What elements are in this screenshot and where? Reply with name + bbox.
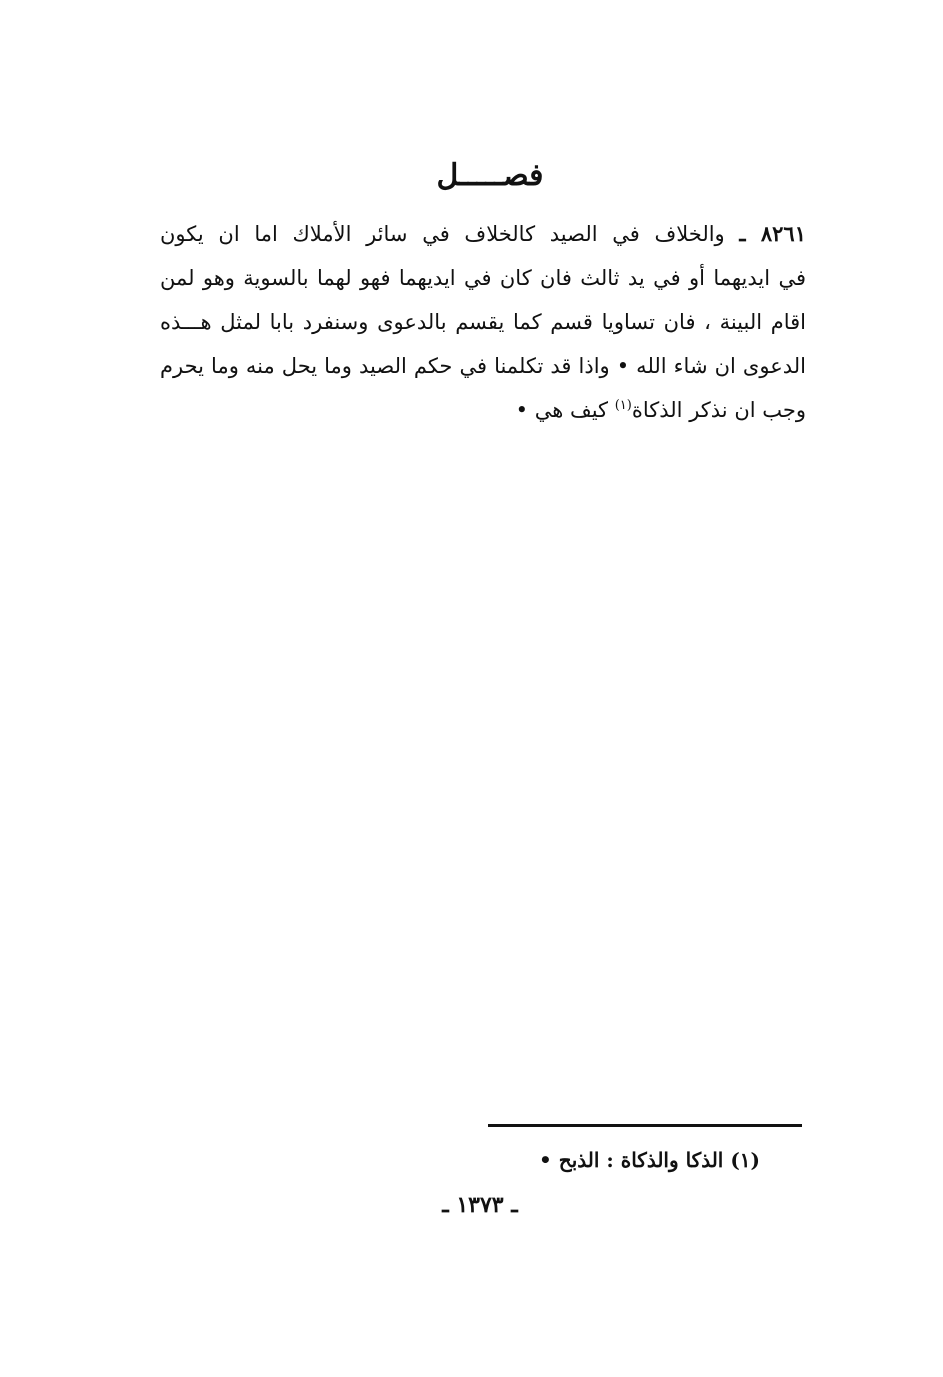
footnote-divider (488, 1124, 802, 1127)
paragraph-line-2: في ايديهما أو في يد ثالث فان كان في ايديهما فهو لهما بالسوية وهو لمن (160, 266, 806, 290)
paragraph-number: ٨٢٦١ ـ (739, 221, 806, 246)
page-number: ـ ١٣٧٣ ـ (442, 1192, 518, 1218)
body-paragraph (160, 212, 806, 432)
paragraph-line-3: اقام البينة ، فان تساويا قسم كما يقسم بالدعوى وسنفرد بابا لمثل هـــذه (160, 310, 806, 334)
paragraph-line-5-start: وجب ان نذكر الذكاة (631, 398, 806, 422)
section-heading: فصـــــل (436, 158, 544, 193)
paragraph-line-1-text: والخلاف في الصيد كالخلاف في سائر الأملاك اما ان يكون (160, 222, 725, 246)
footnote-reference: (١) (614, 398, 632, 413)
footnote: (١) الذكا والذكاة : الذبح • (539, 1148, 760, 1172)
paragraph-line-5 (160, 388, 806, 432)
paragraph-line-1 (160, 212, 806, 256)
paragraph-line-4: الدعوى ان شاء الله • واذا قد تكلمنا في حكم الصيد وما يحل منه وما يحرم (160, 354, 806, 378)
paragraph-line-5-end: كيف هي • (515, 398, 615, 422)
